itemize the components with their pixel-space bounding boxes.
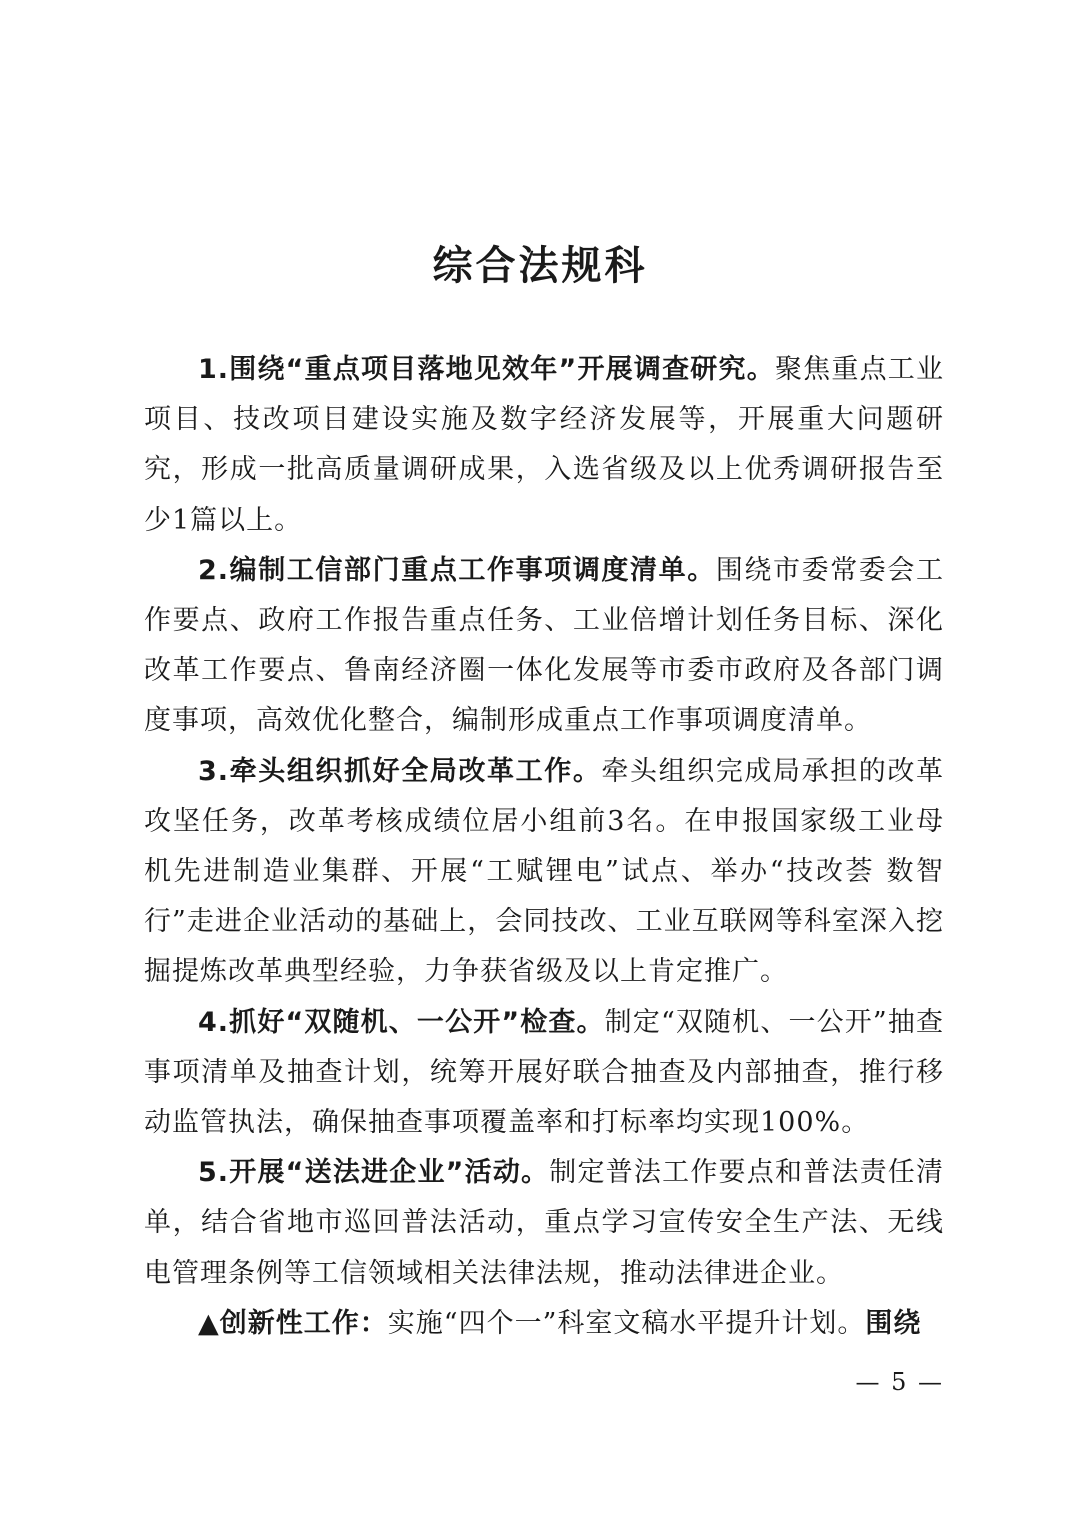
item-text: 聚焦重点工业项目、技改项目建设实施及数字经济发展等，开展重大问题研究，形成一批高质量调研成果，入选省级及以上优秀调研报告至少1篇以上。 — [144, 354, 944, 536]
innovation-item — [144, 1299, 944, 1349]
item-text: 制定“双随机、一公开”抽查事项清单及抽查计划，统筹开展好联合抽查及内部抽查，推行移动监管执法，确保抽查事项覆盖率和打标率均实现100%。 — [144, 1006, 944, 1139]
list-item — [144, 1148, 944, 1299]
section-title: 综合法规科 — [432, 243, 648, 289]
innovation-label: ▲创新性工作： — [198, 1307, 388, 1339]
item-text: 牵头组织完成局承担的改革攻坚任务，改革考核成绩位居小组前3名。在申报国家级工业母机先进制造业集群、开展“工赋锂电”试点、举办“技改荟 数智行”走进企业活动的基础上，会同技改、工业互联网等科室深入挖掘提炼改革典型经验，力争获省级及以上肯定推广。 — [144, 755, 945, 988]
list-item — [144, 546, 944, 747]
item-heading: 1.围绕“重点项目落地见效年”开展调查研究。 — [198, 354, 775, 385]
page-number: — 5 — — [855, 1368, 944, 1396]
list-item — [144, 345, 944, 546]
list-item — [144, 998, 944, 1149]
item-heading: 2.编制工信部门重点工作事项调度清单。 — [198, 554, 716, 586]
document-body — [144, 345, 944, 1349]
innovation-text: 实施“四个一”科室文稿水平提升计划。 — [387, 1307, 866, 1339]
list-item — [144, 747, 944, 998]
item-heading: 4.抓好“双随机、一公开”检查。 — [198, 1006, 605, 1038]
innovation-trailing: 围绕 — [865, 1307, 922, 1339]
item-heading: 3.牵头组织抓好全局改革工作。 — [198, 755, 602, 787]
item-text: 围绕市委常委会工作要点、政府工作报告重点任务、工业倍增计划任务目标、深化改革工作要点、鲁南经济圈一体化发展等市委市政府及各部门调度事项，高效优化整合，编制形成重点工作事项调度清单。 — [144, 554, 944, 737]
item-heading: 5.开展“送法进企业”活动。 — [198, 1157, 550, 1189]
item-text: 制定普法工作要点和普法责任清单，结合省地市巡回普法活动，重点学习宣传安全生产法、无线电管理条例等工信领域相关法律法规，推动法律进企业。 — [144, 1157, 944, 1289]
